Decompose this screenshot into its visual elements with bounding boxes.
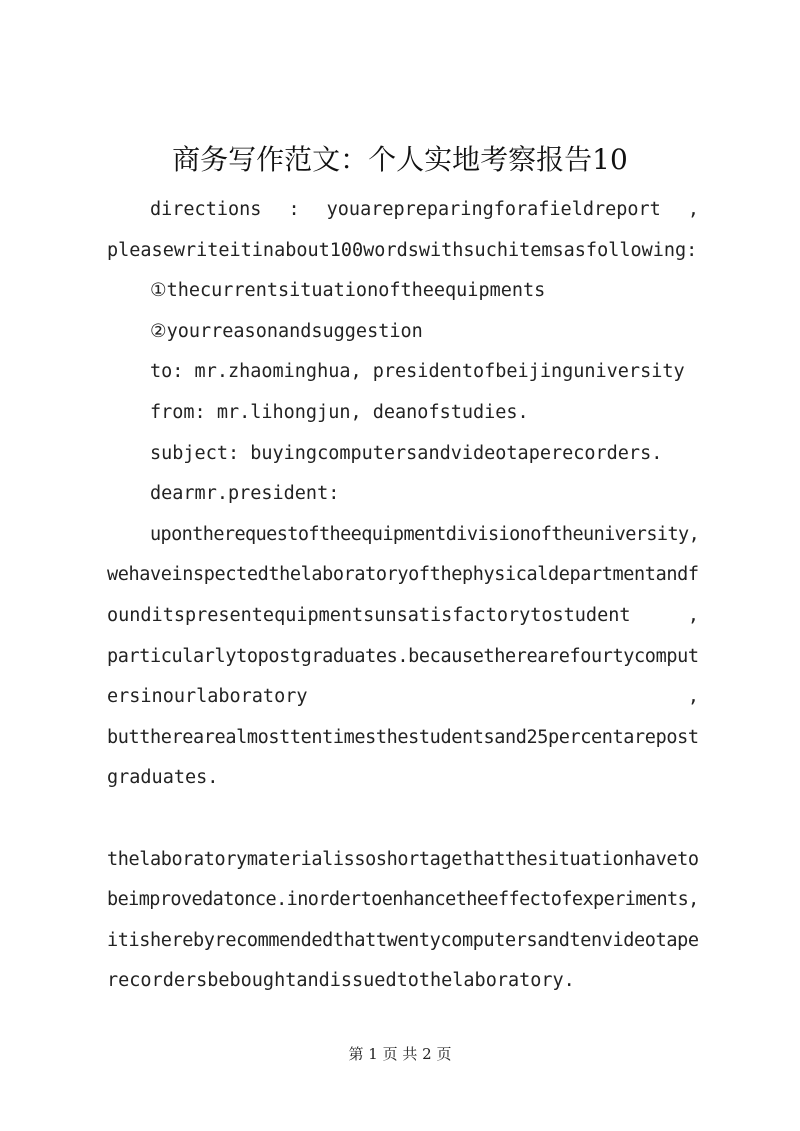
text-segment: youarepreparingforafieldreport — [326, 199, 661, 220]
text-segment: , — [687, 604, 699, 626]
paragraph-gap — [107, 799, 699, 840]
paragraph-line — [107, 190, 699, 231]
text-segment: directions — [150, 199, 262, 220]
paragraph-line: buttherearealmosttentimesthestudentsand25percentarepost — [107, 726, 699, 748]
memo-to-line: to: mr.zhaominghua, presidentofbeijinguniversity — [150, 361, 685, 383]
page-number-footer: 第 1 页 共 2 页 — [348, 1045, 452, 1063]
paragraph-line — [107, 596, 699, 637]
salutation-line: dearmr.president: — [150, 483, 340, 505]
text-segment: ersinourlaboratory — [107, 686, 308, 708]
text-segment: : — [288, 199, 300, 220]
memo-subject-line: subject: buyingcomputersandvideotaperecorders. — [150, 442, 663, 464]
paragraph-line: beimprovedatonce.inordertoenhancetheeffectofexperiments, — [107, 889, 699, 911]
paragraph-line: thelaboratorymaterialissoshortagethatthesituationhaveto — [107, 848, 699, 870]
text-segment: , — [687, 686, 699, 708]
paragraph-line: pleasewriteitinabout100wordswithsuchitemsasfollowing: — [107, 239, 698, 261]
page-title: 商务写作范文：个人实地考察报告10 — [172, 143, 628, 176]
paragraph-line: itisherebyrecommendedthattwentycomputersandtenvideotape — [107, 929, 699, 951]
document-body — [107, 190, 699, 1002]
paragraph-line: ①thecurrentsituationoftheequipments — [150, 280, 546, 302]
paragraph-line: recordersbeboughtandissuedtothelaboratory. — [107, 970, 575, 992]
paragraph-line: ②yourreasonandsuggestion — [150, 320, 423, 342]
text-segment: ounditspresentequipmentsunsatisfactorytostudent — [107, 604, 631, 626]
paragraph-line: graduates. — [107, 767, 219, 789]
paragraph-line: upontherequestoftheequipmentdivisionoftheuniversity, — [150, 523, 700, 545]
text-segment: , — [687, 199, 699, 220]
paragraph-line — [107, 677, 699, 718]
paragraph-line: wehaveinspectedthelaboratoryofthephysicaldepartmentandf — [107, 564, 699, 586]
paragraph-line: particularlytopostgraduates.becausetherearefourtycomput — [107, 645, 699, 667]
memo-from-line: from: mr.lihongjun, deanofstudies. — [150, 401, 529, 423]
